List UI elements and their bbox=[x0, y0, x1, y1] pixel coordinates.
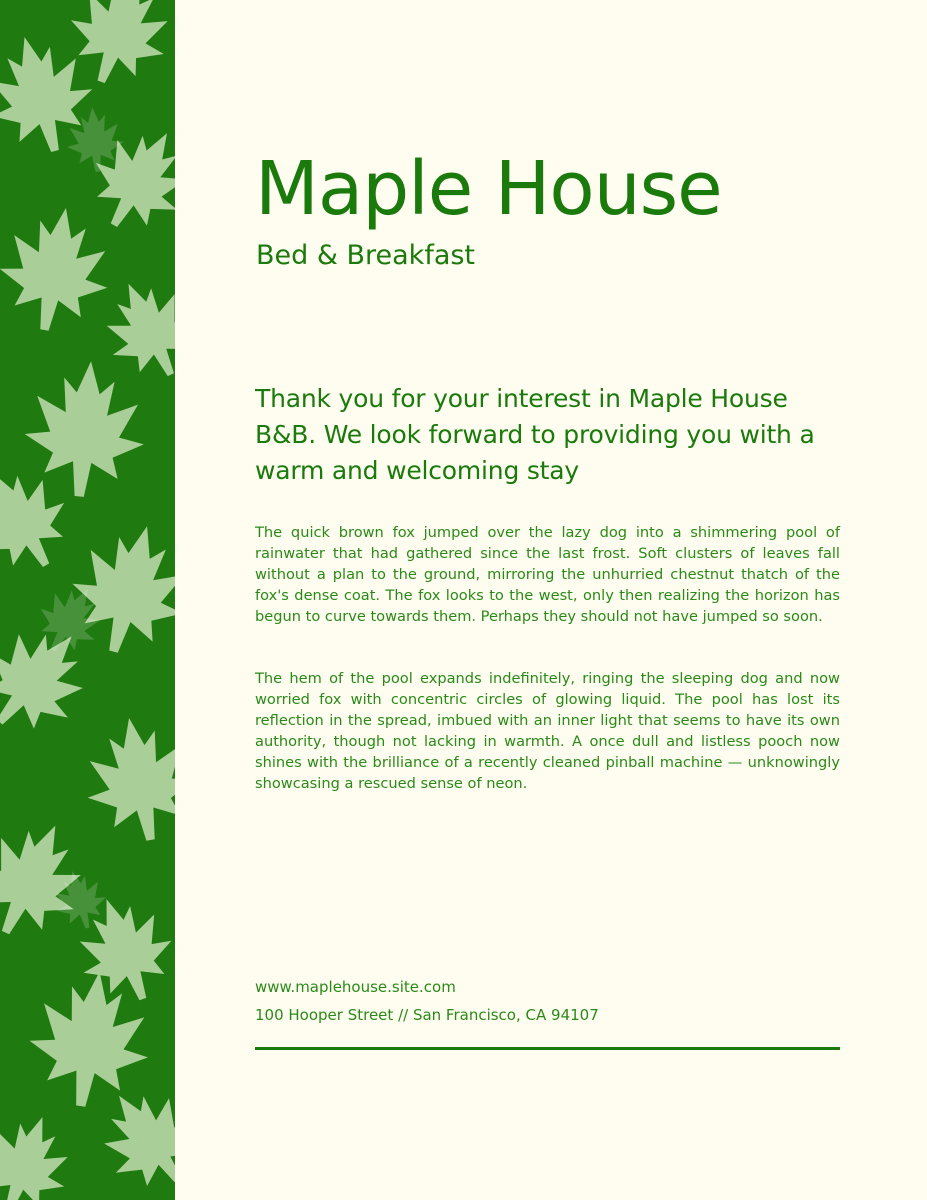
footer-divider bbox=[255, 1047, 840, 1050]
body-paragraph: The hem of the pool expands indefinitely, ringing the sleeping dog and now worried fox with concentric circles of glowing liquid. The pool has lost its reflection in the spread, imbued with an inner light that seems to have its own authority, though not lacking in warmth. A once dull and listless pooch now shines with the brilliance of a recently cleaned pinball machine — unknowingly showcasing a rescued sense of neon. bbox=[255, 670, 840, 792]
page-title: Maple House bbox=[255, 146, 722, 232]
street-address: 100 Hooper Street // San Francisco, CA 94107 bbox=[255, 1006, 599, 1024]
page-subtitle: Bed & Breakfast bbox=[256, 240, 476, 271]
maple-leaf-strip bbox=[0, 0, 175, 1200]
body-paragraph: The quick brown fox jumped over the lazy dog into a shimmering pool of rainwater that had gathered since the last frost. Soft clusters of leaves fall without a plan to the ground, mirroring the unhurried chestnut thatch of the fox's dense coat. The fox looks to the west, only then realizing the horizon has begun to curve towards them. Perhaps they should not have jumped so soon. bbox=[255, 524, 840, 625]
lead-statement: Thank you for your interest in Maple House B&B. We look forward to providing you with a warm and welcoming stay bbox=[255, 384, 815, 485]
maple-leaf-pattern bbox=[0, 0, 175, 1200]
website-url: www.maplehouse.site.com bbox=[255, 978, 456, 996]
